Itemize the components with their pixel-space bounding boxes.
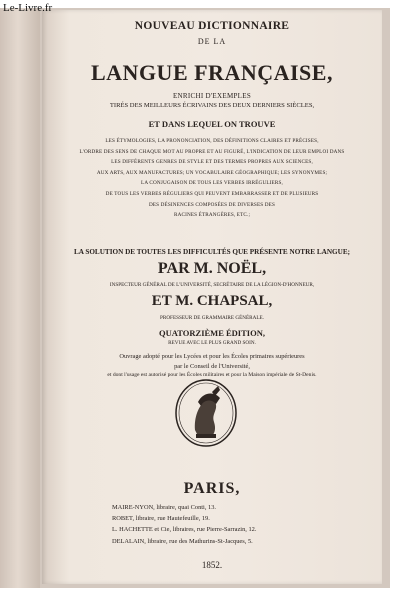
edition-note: REVUE AVEC LE PLUS GRAND SOIN. (168, 340, 256, 346)
title-line-2: DE LA (197, 37, 227, 46)
watermark: Le-Livre.fr (3, 2, 53, 14)
description-line: DE TOUS LES VERBES RÉGULIERS QUI PEUVENT EMBARRASSER ET DE PLUSIEURS (105, 190, 319, 197)
adoption-line: par le Conseil de l'Université, (174, 362, 250, 370)
subtitle-line-1: ENRICHI D'EXEMPLES (172, 92, 252, 100)
publisher-line: ROBET, libraire, rue Hautefeuille, 19. (112, 515, 210, 523)
edition-name: QUATORZIÈME ÉDITION, (159, 328, 265, 338)
description-block (42, 136, 382, 221)
description-line: AUX ARTS, AUX MANUFACTURES; UN VOCABULAIRE GÉOGRAPHIQUE; LES SYNONYMES; (96, 169, 328, 176)
description-line: DES DÉSINENCES COMPOSÉES DE DIVERSES DES (148, 201, 276, 208)
publisher-line: L. HACHETTE et Cie, libraires, rue Pierre-Sarrazin, 12. (112, 526, 257, 534)
publisher-line: DELALAIN, libraire, rue des Mathurins-St-Jacques, 5. (112, 537, 253, 545)
publisher-vignette-icon (168, 378, 244, 448)
subtitle-line-3: ET DANS LEQUEL ON TROUVE (148, 119, 276, 129)
description-line: LES ÉTYMOLOGIES, LA PRONONCIATION, DES DÉFINITIONS CLAIRES ET PRÉCISES, (105, 138, 319, 144)
adoption-line: et dont l'usage est autorisé pour les Écoles militaires et pour la Maison impériale de St-Denis. (107, 372, 317, 378)
publication-year: 1852. (201, 560, 223, 570)
subject-line: LA SOLUTION DE TOUTES LES DIFFICULTÉS QUE PRÉSENTE NOTRE LANGUE; (73, 248, 351, 256)
title-line-1: NOUVEAU DICTIONNAIRE (134, 20, 290, 32)
title-page (42, 10, 382, 584)
subtitle-line-2: TIRÉS DES MEILLEURS ÉCRIVAINS DES DEUX DERNIERS SIÈCLES, (109, 102, 315, 109)
book (0, 8, 390, 588)
author-2-name: ET M. CHAPSAL, (151, 293, 273, 309)
description-line: LA CONJUGAISON DE TOUS LES VERBES IRRÉGULIERS, (141, 180, 283, 187)
author-1-name: PAR M. NOËL, (157, 260, 267, 277)
author-2-title: PROFESSEUR DE GRAMMAIRE GÉNÉRALE. (159, 315, 265, 321)
description-line: L'ORDRE DES SENS DE CHAQUE MOT AU PROPRE ET AU FIGURÉ, L'INDICATION DE LEUR EMPLOI DANS (79, 148, 345, 155)
city: PARIS, (183, 480, 241, 497)
author-1-title: INSPECTEUR GÉNÉRAL DE L'UNIVERSITÉ, SECRÉTAIRE DE LA LÉGION-D'HONNEUR, (109, 282, 315, 288)
main-title: LANGUE FRANÇAISE, (91, 60, 333, 85)
description-line: RACINES ÉTRANGÈRES, ETC.; (173, 212, 251, 219)
description-line: LES DIFFÉRENTS GENRES DE STYLE ET DES TERMES PROPRES AUX SCIENCES, (111, 159, 313, 166)
adoption-block (42, 352, 382, 381)
publishers-list (112, 502, 382, 547)
adoption-line: Ouvrage adopté pour les Lycées et pour les Écoles primaires supérieures (119, 353, 305, 360)
book-spine (0, 8, 40, 588)
publisher-line: MAIRE-NYON, libraire, quai Conti, 13. (112, 504, 217, 511)
